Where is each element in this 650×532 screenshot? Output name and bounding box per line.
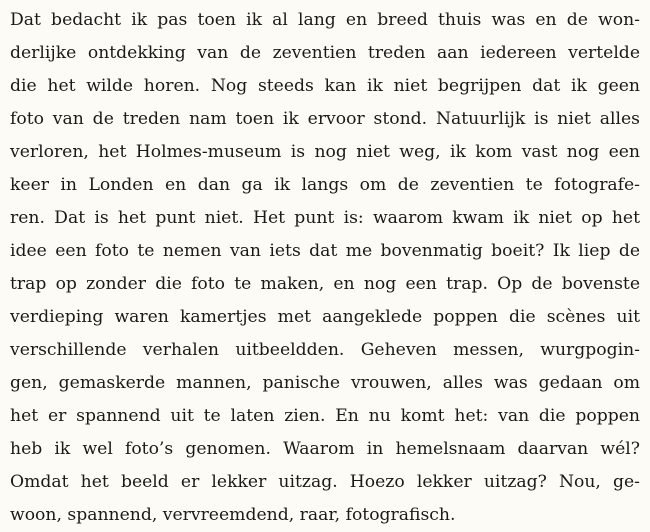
text-line: gen, gemaskerde mannen, panische vrouwen, alles was gedaan om: [10, 373, 640, 393]
text-line: Omdat het beeld er lekker uitzag. Hoezo lekker uitzag? Nou, ge-: [10, 472, 640, 492]
text-line-last: woon, spannend, vervreemdend, raar, fotografisch.: [10, 505, 456, 525]
text-line: verloren, het Holmes-museum is nog niet weg, ik kom vast nog een: [10, 142, 640, 162]
text-line: keer in Londen en dan ga ik langs om de zeventien te fotografe-: [10, 175, 640, 195]
text-line: ren. Dat is het punt niet. Het punt is: waarom kwam ik niet op het: [10, 208, 640, 228]
text-line: derlijke ontdekking van de zeventien treden aan iedereen vertelde: [10, 43, 640, 63]
text-line: trap op zonder die foto te maken, en nog een trap. Op de bovenste: [10, 274, 640, 294]
text-line: verschillende verhalen uitbeeldden. Geheven messen, wurgpogin-: [10, 340, 640, 360]
text-line: foto van de treden nam toen ik ervoor stond. Natuurlijk is niet alles: [10, 109, 640, 129]
text-line: idee een foto te nemen van iets dat me bovenmatig boeit? Ik liep de: [10, 241, 640, 261]
body-paragraph: [10, 4, 640, 532]
text-line: het er spannend uit te laten zien. En nu komt het: van die poppen: [10, 406, 640, 426]
text-line: die het wilde horen. Nog steeds kan ik niet begrijpen dat ik geen: [10, 76, 640, 96]
text-line: Dat bedacht ik pas toen ik al lang en breed thuis was en de won-: [10, 10, 640, 30]
text-line: verdieping waren kamertjes met aangeklede poppen die scènes uit: [10, 307, 640, 327]
text-line: heb ik wel foto’s genomen. Waarom in hemelsnaam daarvan wél?: [10, 439, 640, 459]
